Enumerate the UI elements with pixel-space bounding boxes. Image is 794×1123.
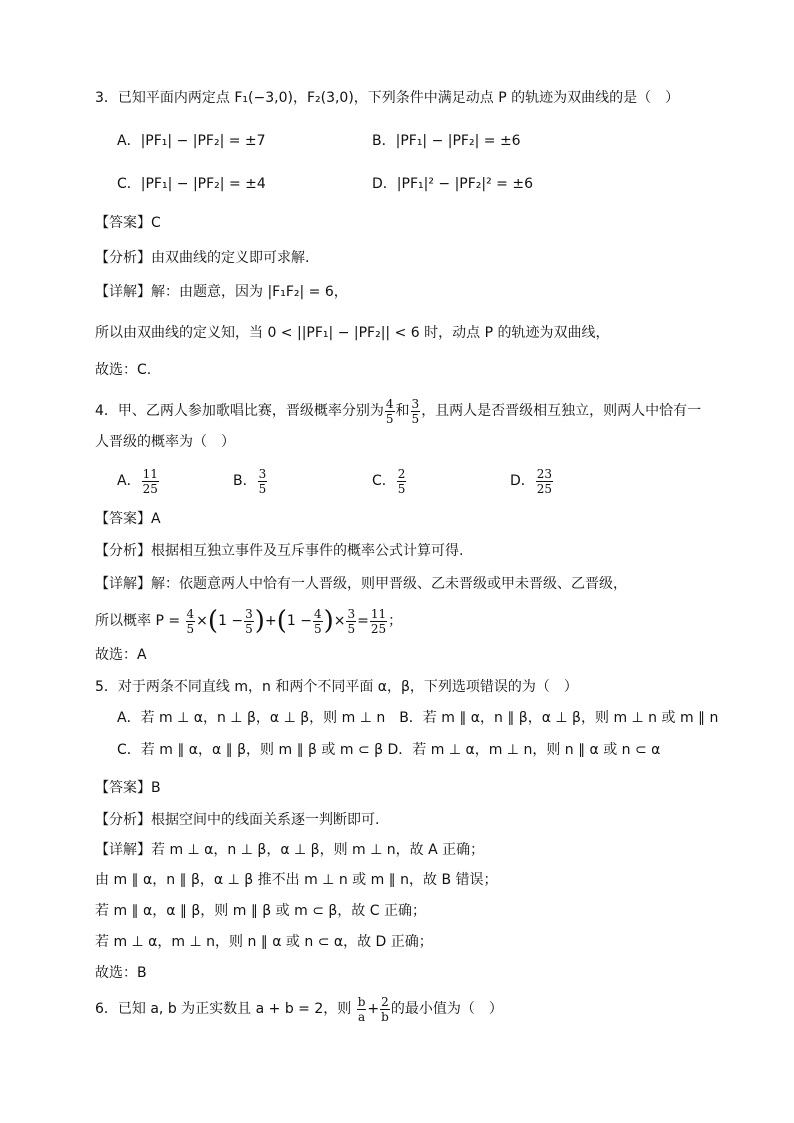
q5-detail-4: 若 m ⊥ α，m ⊥ n，则 n ∥ α 或 n ⊂ α，故 D 正确； <box>95 934 433 950</box>
q4-conclusion: 故选：A <box>95 647 147 663</box>
q3-option-b: B．|PF₁| − |PF₂| = ±6 <box>372 133 521 149</box>
q3-analysis: 【分析】由双曲线的定义即可求解. <box>95 250 310 266</box>
q5-detail-2: 由 m ∥ α，n ∥ β，α ⊥ β 推不出 m ⊥ n 或 m ∥ n，故 B 错误； <box>95 872 498 888</box>
q4-option-d: D． $\frac{23}{25}$ <box>510 466 553 496</box>
q5-detail-1: 【详解】若 m ⊥ α，n ⊥ β，α ⊥ β，则 m ⊥ n，故 A 正确； <box>95 842 485 858</box>
q3-option-d: D．|PF₁|² − |PF₂|² = ±6 <box>372 176 533 192</box>
q5-answer: 【答案】B <box>95 780 161 796</box>
q6-stem: 6．已知 a, b 为正实数且 a + b = 2，则 $\frac{b}{a}$ + $\frac{2}{b}$ 的最小值为（ ） <box>95 994 503 1024</box>
q4-fraction-2: $\frac{3}{5}$ <box>411 396 420 426</box>
q5-detail-3: 若 m ∥ α，α ∥ β，则 m ∥ β 或 m ⊂ β，故 C 正确； <box>95 903 426 919</box>
q4-stem-b: 和 <box>395 403 410 419</box>
q5-stem: 5．对于两条不同直线 m，n 和两个不同平面 α，β，下列选项错误的为（ ） <box>95 679 578 695</box>
q4-option-b: B． $\frac{3}{5}$ <box>233 466 267 496</box>
q3-answer: 【答案】C <box>95 215 161 231</box>
q4-option-a: A． $\frac{11}{25}$ <box>117 466 158 496</box>
q4-answer: 【答案】A <box>95 511 161 527</box>
q3-detail-1: 【详解】解：由题意，因为 |F₁F₂| = 6， <box>95 284 348 300</box>
q5-analysis: 【分析】根据空间中的线面关系逐一判断即可. <box>95 812 380 828</box>
q3-detail-2: 所以由双曲线的定义知，当 0 < ||PF₁| − |PF₂|| < 6 时，动点 P 的轨迹为双曲线， <box>95 325 610 341</box>
q4-stem-c: ，且两人是否晋级相互独立，则两人中恰有一 <box>421 403 702 419</box>
q3-conclusion: 故选：C. <box>95 362 152 378</box>
q6-fraction-2: $\frac{2}{b}$ <box>381 994 389 1024</box>
q6-fraction-1: $\frac{b}{a}$ <box>357 994 366 1024</box>
q5-options-ab: A．若 m ⊥ α，n ⊥ β，α ⊥ β，则 m ⊥ n B．若 m ∥ α，n ∥ β，α ⊥ β，则 m ⊥ n 或 m ∥ n <box>117 710 719 726</box>
q4-stem-line2: 人晋级的概率为（ ） <box>95 434 235 450</box>
q4-fraction-1: $\frac{4}{5}$ <box>385 396 394 426</box>
q4-stem-line1 <box>95 394 701 428</box>
q3-option-a: A．|PF₁| − |PF₂| = ±7 <box>117 133 266 149</box>
q4-detail-1: 【详解】解：依题意两人中恰有一人晋级，则甲晋级、乙未晋级或甲未晋级、乙晋级， <box>95 576 627 592</box>
q4-option-c: C． $\frac{2}{5}$ <box>372 466 406 496</box>
q5-conclusion: 故选：B <box>95 965 147 981</box>
q4-analysis: 【分析】根据相互独立事件及互斥事件的概率公式计算可得. <box>95 543 464 559</box>
q3-option-c: C．|PF₁| − |PF₂| = ±4 <box>117 176 266 192</box>
q5-options-cd: C．若 m ∥ α，α ∥ β，则 m ∥ β 或 m ⊂ β D．若 m ⊥ α，m ⊥ n，则 n ∥ α 或 n ⊂ α <box>117 742 661 758</box>
q4-stem-a: 4．甲、乙两人参加歌唱比赛，晋级概率分别为 <box>95 403 384 419</box>
q3-stem: 3．已知平面内两定点 F₁(−3,0)，F₂(3,0)，下列条件中满足动点 P 的轨迹为双曲线的是（ ） <box>95 90 680 106</box>
q4-detail-2: 所以概率 P = $\frac{4}{5}$ ×(1 − $\frac{3}{5}$ )+(1 − $\frac{4}{5}$ )× $\frac{3}{5}$ = $\frac{11}{25}$ ； <box>95 606 403 636</box>
